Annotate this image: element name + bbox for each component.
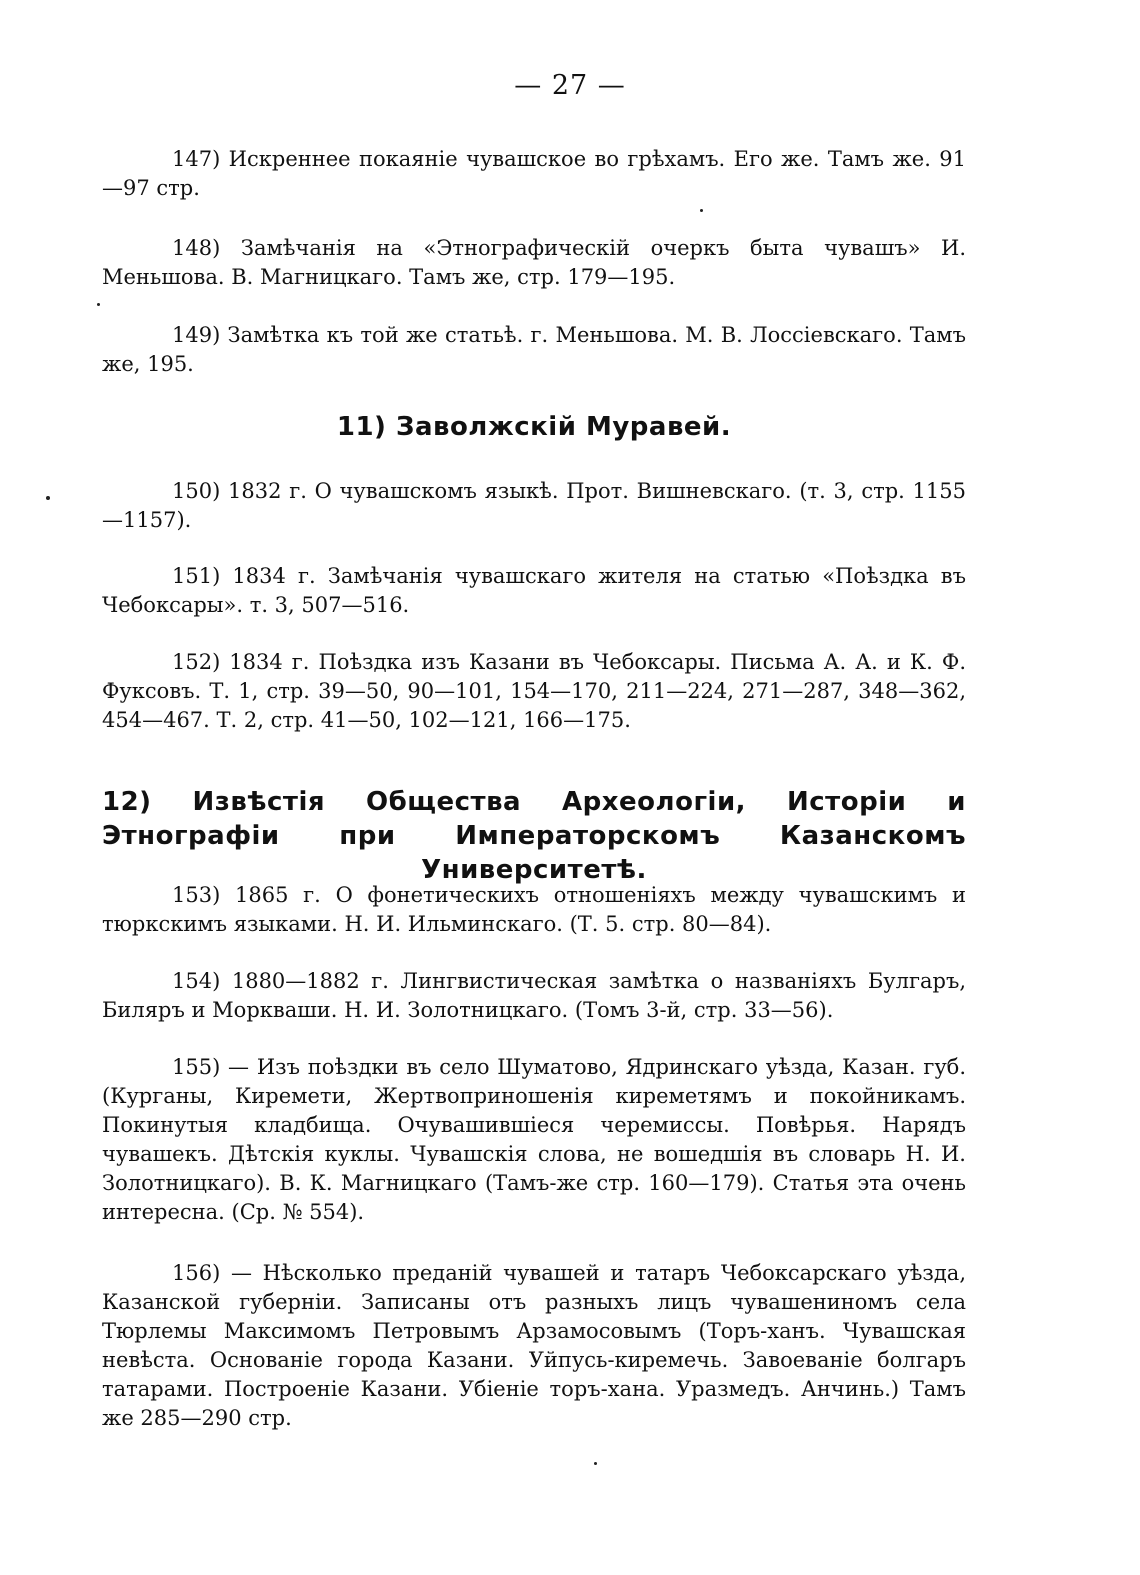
speck-mark [97, 303, 100, 306]
entry-151: 151) 1834 г. Замѣчанія чувашскаго жителя на статью «Поѣздка въ Чебоксары». т. 3, 507—516. [102, 564, 966, 617]
page-number: — 27 — [514, 70, 626, 101]
entry-147: 147) Искреннее покаяніе чувашское во грѣхамъ. Его же. Тамъ же. 91—97 стр. [102, 147, 966, 200]
entry-154: 154) 1880—1882 г. Лингвистическая замѣтка о названіяхъ Булгаръ, Биляръ и Моркваши. Н. И. Золотницкаго. (Томъ 3-й, стр. 33—56). [102, 969, 966, 1022]
entry-149: 149) Замѣтка къ той же статьѣ. г. Меньшова. М. В. Лоссіевскаго. Тамъ же, 195. [102, 323, 966, 376]
entry-152: 152) 1834 г. Поѣздка изъ Казани въ Чебоксары. Письма А. А. и К. Ф. Фуксовъ. Т. 1, стр. 39—50, 90—101, 154—170, 211—224, 271—287, 348—362, 454—467. Т. 2, стр. 41—50, 102—121, 166—175. [102, 650, 966, 732]
entry-156: 156) — Нѣсколько преданій чувашей и татаръ Чебоксарскаго уѣзда, Казанской губерніи. Записаны отъ разныхъ лицъ чувашениномъ села Тюрлемы Максимомъ Петровымъ Арзамосовымъ (Торъ-ханъ. Чувашская невѣста. Основаніе города Казани. Уйпусь-киремечь. Завоеваніе болгаръ татарами. Построеніе Казани. Убіеніе торъ-хана. Уразмедъ. Анчинь.) Тамъ же 285—290 стр. [102, 1261, 966, 1430]
speck-mark [594, 1462, 597, 1465]
entry-150: 150) 1832 г. О чувашскомъ языкѣ. Прот. Вишневскаго. (т. 3, стр. 1155—1157). [102, 479, 966, 532]
section-heading-12: 12) Извѣстія Общества Археологіи, Исторіи и Этнографіи при Императорскомъ Казанскомъ Университетѣ. [102, 787, 966, 885]
speck-mark [700, 209, 703, 212]
entry-148: 148) Замѣчанія на «Этнографическій очеркъ быта чувашъ» И. Меньшова. В. Магницкаго. Тамъ же, стр. 179—195. [102, 236, 966, 289]
speck-mark [46, 496, 50, 500]
section-heading-11: 11) Заволжскій Муравей. [336, 412, 732, 442]
entry-155: 155) — Изъ поѣздки въ село Шуматово, Ядринскаго уѣзда, Казан. губ. (Курганы, Киремети, Жертвоприношенія киреметямъ и покойникамъ. Покинутыя кладбища. Очувашившіеся черемиссы. Повѣрья. Нарядъ чувашекъ. Дѣтскія куклы. Чувашскія слова, не вошедшія въ словарь Н. И. Золотницкаго). В. К. Магницкаго (Тамъ-же стр. 160—179). Статья эта очень интересна. (Ср. № 554). [102, 1055, 966, 1224]
entry-153: 153) 1865 г. О фонетическихъ отношеніяхъ между чувашскимъ и тюркскимъ языками. Н. И. Ильминскаго. (Т. 5. стр. 80—84). [102, 883, 966, 936]
